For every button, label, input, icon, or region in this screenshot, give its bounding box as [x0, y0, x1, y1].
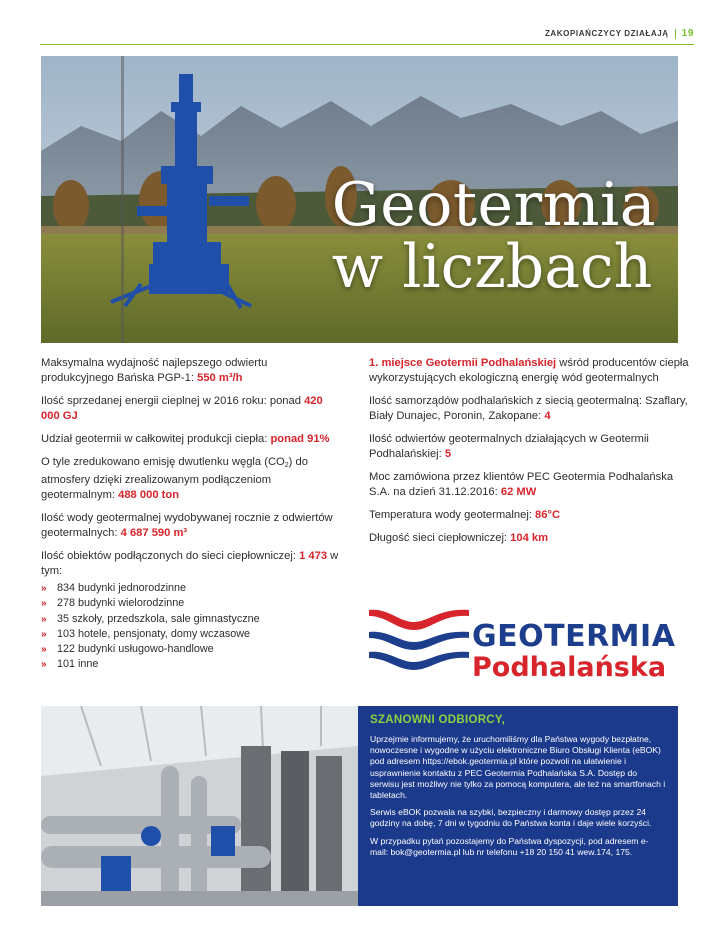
stat-water: [41, 511, 341, 541]
section-title: ZAKOPIAŃCZYCY DZIAŁAJĄ: [544, 29, 669, 38]
list-item-text: 35 szkoły, przedszkola, sale gimnastyczne: [57, 612, 260, 625]
stat-label: Temperatura wody geotermalnej:: [369, 509, 536, 521]
stat-label: Ilość sprzedanej energii cieplnej w 2016 roku: ponad: [41, 395, 305, 407]
stat-label: Ilość obiektów podłączonych do sieci ciepłowniczej:: [41, 550, 300, 562]
notice-paragraph: Serwis eBOK pozwala na szybki, bezpieczny i darmowy dostęp przez 24 godziny na dobę, 7 dni w tygodniu do Państwa konta i daje wiele korzyści.: [370, 807, 652, 829]
list-item-text: 278 budynki wielorodzinne: [57, 597, 185, 610]
stat-municipalities: [369, 394, 689, 424]
logo-word-podhalanska: Podhalańska: [472, 652, 667, 683]
stat-power: [369, 470, 689, 500]
hero-title: [331, 170, 656, 302]
list-item-text: 834 budynki jednorodzinne: [57, 582, 187, 594]
header-rule: [40, 44, 694, 45]
left-column: [41, 356, 341, 673]
bullet-icon: »: [41, 583, 47, 594]
stat-network-length: [369, 531, 689, 546]
stat-value: 1 473: [299, 550, 328, 562]
page-number: 19: [681, 28, 694, 39]
bullet-icon: »: [41, 659, 47, 671]
subscript: 2: [284, 462, 289, 469]
buildings-list: [41, 581, 341, 673]
stat-max-yield: [41, 356, 341, 386]
hero-title-line1: Geotermia: [331, 170, 656, 240]
stat-label: Moc zamówiona przez klientów PEC Geotermia Podhalańska S.A. na dzień 31.12.2016:: [369, 471, 674, 498]
stat-label: O tyle zredukowano emisję dwutlenku węgla (CO: [41, 456, 285, 468]
running-header: [545, 28, 694, 39]
list-item: [41, 581, 341, 596]
bullet-icon: »: [41, 598, 47, 610]
list-item-text: 101 inne: [57, 658, 99, 671]
stat-label: wśród producentów ciepła wykorzystujących ekologiczną energię wód geotermalnych: [369, 357, 689, 384]
notice-heading: SZANOWNI ODBIORCY,: [370, 714, 506, 726]
list-item: [41, 612, 341, 627]
boiler-room-photo: [41, 706, 358, 906]
stat-value: 488 000 ton: [118, 489, 180, 501]
stat-value: 1. miejsce Geotermii Podhalańskiej: [369, 357, 557, 369]
stat-label: Długość sieci ciepłowniczej:: [369, 532, 511, 544]
stat-share: [41, 432, 341, 447]
stat-ranking: [369, 356, 689, 386]
stat-energy-sold: [41, 394, 341, 424]
header-divider: [675, 29, 676, 39]
stat-label: Udział geotermii w całkowitej produkcji ciepła:: [41, 433, 271, 445]
notice-paragraph: W przypadku pytań pozostajemy do Państwa dyspozycji, pod adresem e-mail: bok@geotermia.pl lub nr telefonu +18 20 150 41 wew.174, 175.: [370, 835, 649, 857]
stat-value: 5: [444, 448, 452, 460]
list-item-text: 103 hotele, pensjonaty, domy wczasowe: [57, 627, 251, 640]
logo-waves-icon: [369, 602, 469, 686]
list-item: [41, 642, 341, 657]
stat-label: Maksymalna wydajność najlepszego odwiertu produkcyjnego Bańska PGP-1:: [41, 357, 268, 384]
hero-title-line2: w liczbach: [331, 232, 653, 302]
stat-value: ponad 91%: [270, 433, 330, 445]
list-item: [41, 657, 341, 672]
stat-co2: [41, 455, 341, 503]
list-item: [41, 627, 341, 642]
right-column: [369, 356, 689, 554]
stat-label: ) do atmosfery dzięki zrealizowanym podłączeniom geotermalnym:: [41, 456, 308, 501]
bullet-icon: »: [41, 628, 47, 640]
bullet-icon: »: [41, 613, 47, 625]
notice-paragraph: Uprzejmie informujemy, że uruchomiliśmy dla Państwa wygody bezpłatne, nowoczesne i wygodne w użyciu elektroniczne Biuro Obsługi Klienta (eBOK) pod adresem https://ebok.geotermia.pl które pozwoli na ułatwienie i usprawnienie kontaktu z PEC Geotermia Podhalańska S.A. Dostęp do serwisu jest możliwy nie tylko za pomocą komputera, ale też na smartfonach i tabletach.: [370, 734, 666, 801]
stat-temperature: [369, 508, 689, 523]
stat-value: 86°C: [535, 509, 561, 521]
stat-value: 550 m³/h: [197, 372, 243, 384]
stat-value: 420 000 GJ: [41, 395, 323, 422]
stat-label: w tym:: [41, 550, 339, 577]
geotermia-logo: [369, 602, 679, 686]
stat-value: 62 MW: [500, 486, 537, 498]
stat-value: 104 km: [510, 532, 549, 544]
list-item: [41, 596, 341, 611]
stat-label: Ilość samorządów podhalańskich z siecią geotermalną: Szaflary, Biały Dunajec, Poronin, Zakopane:: [369, 395, 688, 422]
stat-buildings: [41, 549, 341, 579]
logo-word-geotermia: GEOTERMIA: [472, 619, 676, 654]
stat-wells: [369, 432, 689, 462]
list-item-text: 122 budynki usługowo-handlowe: [57, 643, 214, 656]
ebok-notice: [358, 706, 678, 906]
stat-value: 4 687 590 m³: [120, 527, 188, 539]
stat-value: 4: [544, 410, 551, 422]
stat-label: Ilość odwiertów geotermalnych działających w Geotermii Podhalańskiej:: [369, 433, 649, 460]
hero-photo: [41, 56, 678, 343]
boiler-room-illustration: [41, 706, 358, 906]
stat-label: Ilość wody geotermalnej wydobywanej rocznie z odwiertów geotermalnych:: [41, 512, 333, 539]
bullet-icon: »: [41, 644, 47, 656]
